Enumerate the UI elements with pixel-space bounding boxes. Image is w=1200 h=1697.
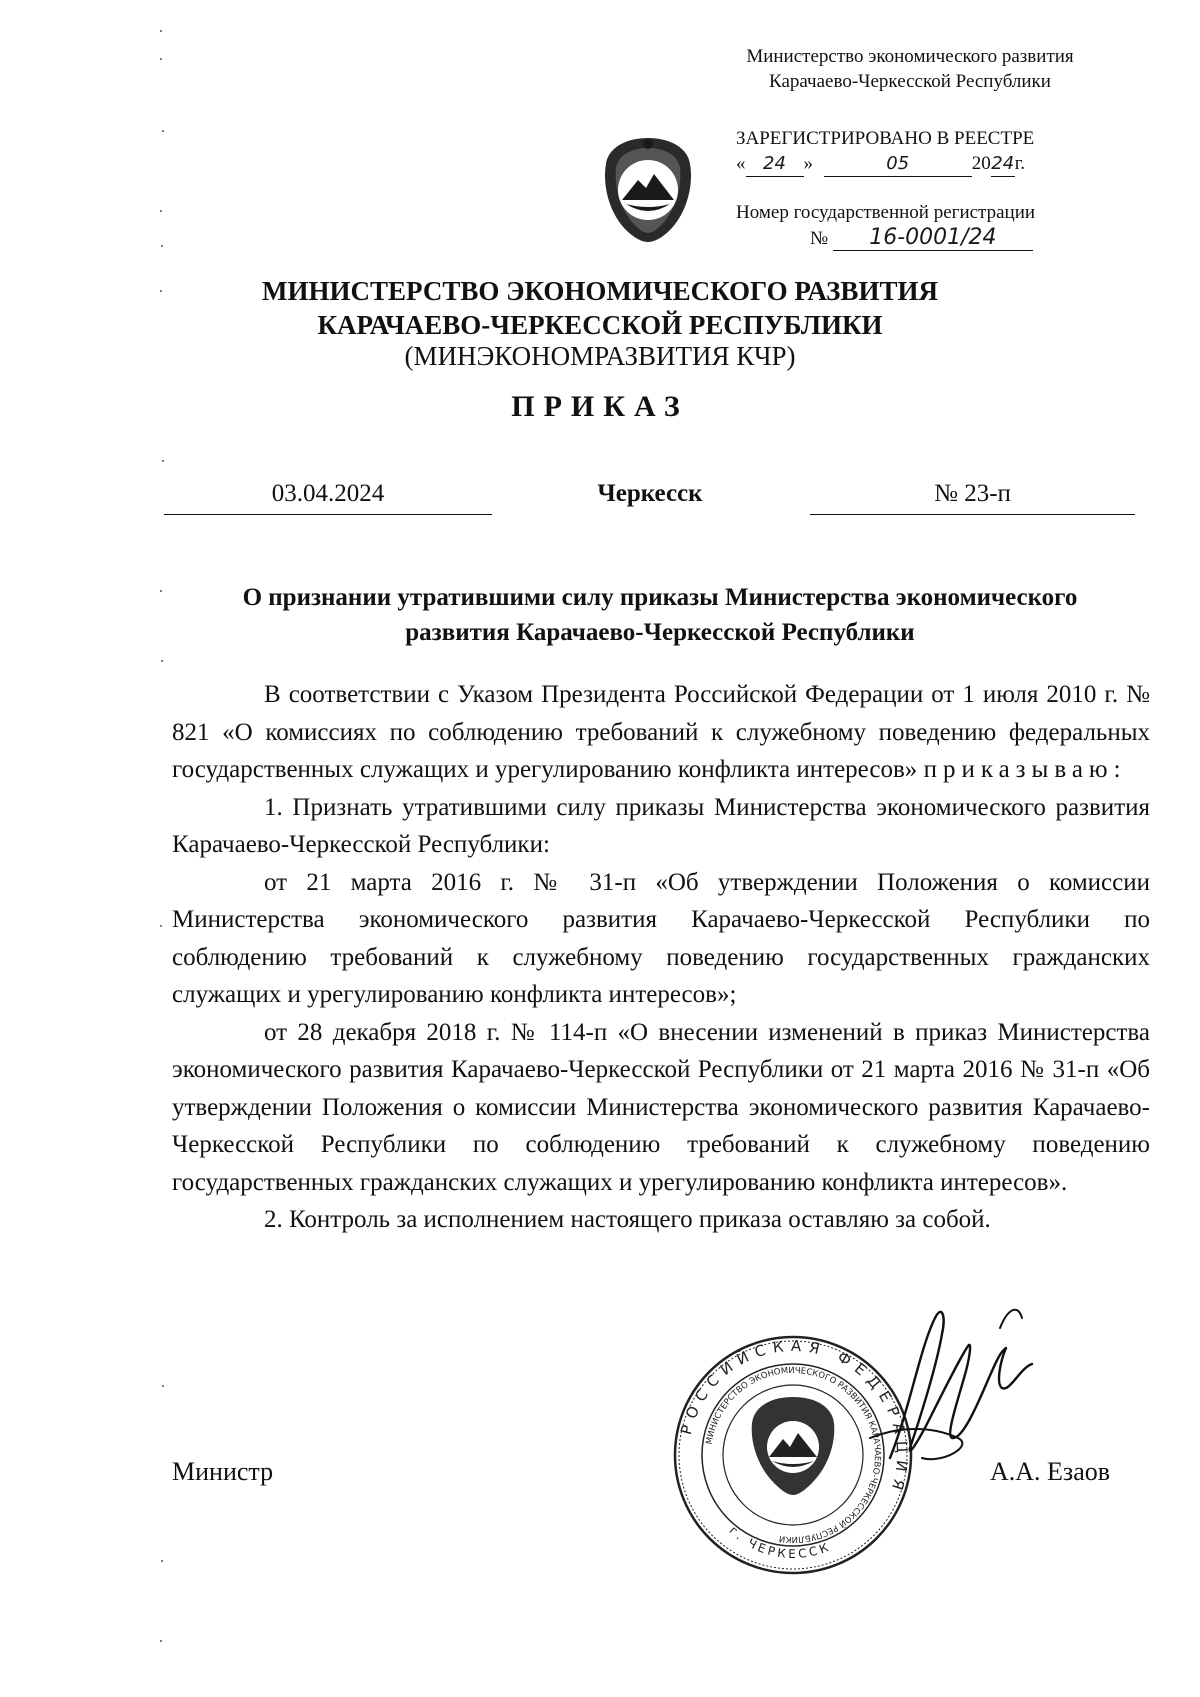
ministry-title-line1: МИНИСТЕРСТВО ЭКОНОМИЧЕСКОГО РАЗВИТИЯ [262,276,938,306]
document-body [172,676,1150,1239]
paragraph-order-2018: от 28 декабря 2018 г. № 114-п «О внесении изменений в приказ Министерства экономического развития Карачаево-Черкесской Республики от 21 марта 2016 № 31-п «Об утверждении Положения о комиссии Министерства экономического развития Карачаево-Черкесской Республики по соблюдению требований к служебному поведению государственных гражданских служащих и урегулированию конфликта интересов». [172,1018,1150,1196]
subject-line2: развития Карачаево-Черкесской Республики [405,619,915,646]
registration-year-suffix: 24 [991,151,1015,177]
registration-number-value: 16-0001/24 [833,225,1033,251]
document-city: Черкесск [597,480,703,507]
date-open-quote: « [736,153,746,174]
subject-line1: О признании утратившими силу приказы Министерства экономического [242,584,1078,611]
registered-label: ЗАРЕГИСТРИРОВАНО В РЕЕСТРЕ [736,128,1035,149]
date-close-quote: » [803,153,813,174]
registration-ministry-line1: Министерство экономического развития [746,46,1074,67]
seal-city-text: г. ЧЕРКЕССК [726,1523,834,1562]
registration-month: 05 [824,151,972,177]
registration-year-prefix: 20 [971,153,991,174]
registration-date [700,151,1120,177]
registration-year-unit: г. [1014,153,1026,174]
registration-number [700,225,1120,251]
handwritten-signature [850,1288,1050,1518]
document-type: ПРИКАЗ [511,390,689,423]
paragraph-order-2016: от 21 марта 2016 г. № 31-п «Об утверждении Положения о комиссии Министерства экономического развития Карачаево-Черкесской Республики по соблюдению требований к служебному поведению государственных гражданских служащих и урегулированию конфликта интересов»; [172,868,1150,1008]
registration-day: 24 [746,151,804,177]
ministry-title-line2: КАРАЧАЕВО-ЧЕРКЕССКОЙ РЕСПУБЛИКИ [317,310,883,340]
ministry-abbreviation: (МИНЭКОНОМРАЗВИТИЯ КЧР) [404,341,796,371]
signer-position: Министр [172,1457,274,1486]
number-sign: № [810,228,829,249]
registration-number-label: Номер государственной регистрации [736,202,1036,223]
registration-ministry-line2: Карачаево-Черкесской Республики [769,71,1051,92]
seal-outer-text: РОССИЙСКАЯ ФЕДЕРАЦИЯ [677,1336,912,1499]
signer-name: А.А. Езаов [990,1457,1111,1486]
coat-of-arms-emblem [596,134,700,244]
preamble-text: В соответствии с Указом Президента Российской Федерации от 1 июля 2010 г. № 821 «О комиссиях по соблюдению требований к служебному поведению федеральных государственных служащих и урегулированию конфликта интересов» [172,681,1150,783]
document-date: 03.04.2024 [164,480,492,515]
paragraph-item-1: 1. Признать утратившими силу приказы Министерства экономического развития Карачаево-Черкесской Республики: [172,793,1150,858]
registration-block [700,44,1120,251]
paragraph-preamble [172,676,1150,789]
seal-inner-text: МИНИСТЕРСТВО ЭКОНОМИЧЕСКОГО РАЗВИТИЯ КАРАЧАЕВО-ЧЕРКЕССКОЙ РЕСПУБЛИКИ [704,1365,883,1545]
preamble-action: приказываю: [923,756,1127,783]
ministry-title [0,274,1200,342]
document-subject [170,580,1150,650]
document-number: № 23-п [810,480,1135,515]
paragraph-item-2: 2. Контроль за исполнением настоящего приказа оставляю за собой. [264,1206,991,1233]
